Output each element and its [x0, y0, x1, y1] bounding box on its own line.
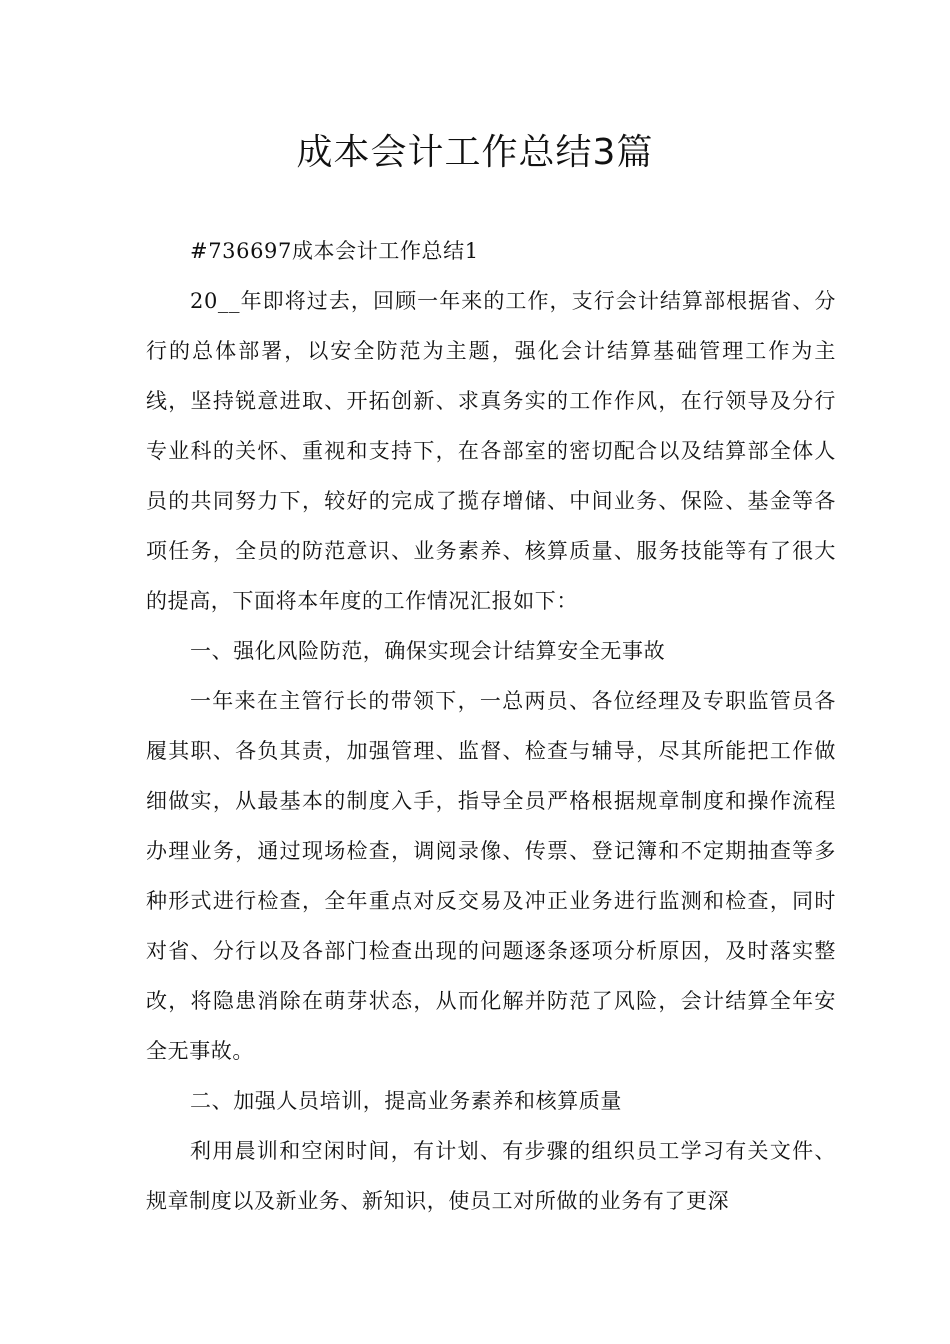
section-heading-risk-prevention: 一、强化风险防范，确保实现会计结算安全无事故: [190, 639, 666, 663]
document-body: [146, 226, 836, 1226]
section-heading-staff-training: 二、加强人员培训，提高业务素养和核算质量: [190, 1089, 622, 1113]
section-heading-summary-1: #736697成本会计工作总结1: [190, 239, 479, 263]
staff-training-paragraph: 利用晨训和空闲时间，有计划、有步骤的组织员工学习有关文件、规章制度以及新业务、新知识，使员工对所做的业务有了更深: [146, 1139, 836, 1213]
intro-paragraph: 20__年即将过去，回顾一年来的工作，支行会计结算部根据省、分行的总体部署，以安全防范为主题，强化会计结算基础管理工作为主线，坚持锐意进取、开拓创新、求真务实的工作作风，在行领导及分行专业科的关怀、重视和支持下，在各部室的密切配合以及结算部全体人员的共同努力下，较好的完成了揽存增储、中间业务、保险、基金等各项任务，全员的防范意识、业务素养、核算质量、服务技能等有了很大的提高，下面将本年度的工作情况汇报如下：: [146, 289, 836, 613]
risk-prevention-paragraph: 一年来在主管行长的带领下，一总两员、各位经理及专职监管员各履其职、各负其责，加强管理、监督、检查与辅导，尽其所能把工作做细做实，从最基本的制度入手，指导全员严格根据规章制度和操作流程办理业务，通过现场检查，调阅录像、传票、登记簿和不定期抽查等多种形式进行检查，全年重点对反交易及冲正业务进行监测和检查，同时对省、分行以及各部门检查出现的问题逐条逐项分析原因，及时落实整改，将隐患消除在萌芽状态，从而化解并防范了风险，会计结算全年安全无事故。: [146, 689, 836, 1063]
document-title: 成本会计工作总结3篇: [296, 132, 654, 173]
